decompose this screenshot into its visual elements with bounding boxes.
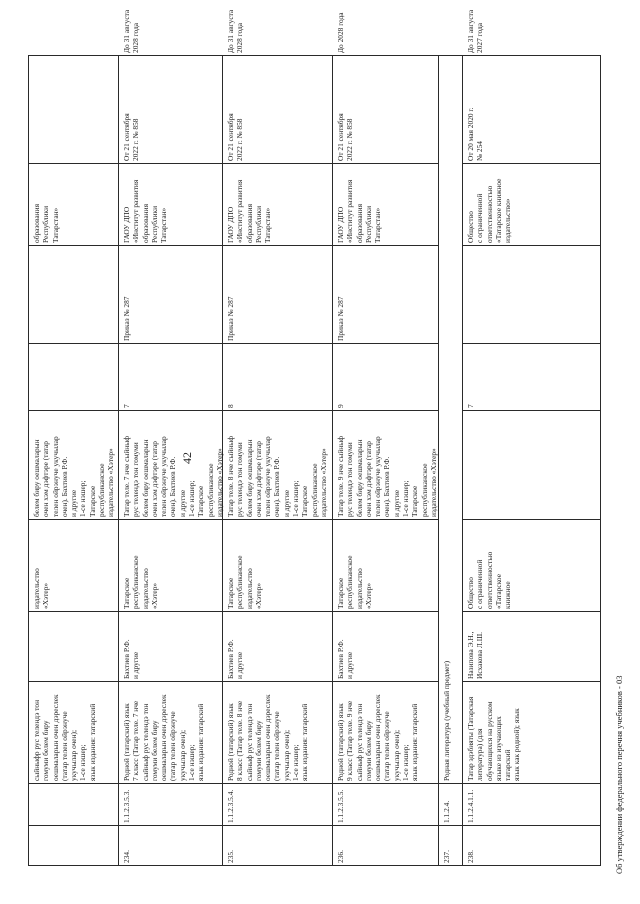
row-rule bbox=[28, 55, 29, 866]
cell-code: 1.1.2.4.1.1. bbox=[466, 789, 475, 823]
cell-title: Родной (татарский) язык 7 класс (Татар теле. 7 нче сыйныф рус телендэ тон гомуми белем биру оешмаларын очен дэреслек (татар телен ойрэнуче укучылар очен); 1-се нэшер; язык издания: татарский bbox=[122, 694, 206, 781]
cell-lang-title: белем биру оешмаларын очен хэм дэфтэре (татар телен ойрэнуче укучылар очен). Бахтиев Р.Ф. и другие 1-се нэшер; Татарское республиканское издательство «Хэтер» bbox=[32, 436, 116, 517]
cell-org: образования Республики Татарстан» bbox=[32, 204, 60, 243]
cell-num: 234. bbox=[122, 850, 131, 863]
cell-authors: Бахтиев Р.Ф. и другие bbox=[122, 639, 141, 679]
cell-title: Татар эдэбияты (Татарская литература) (для обучающихся на русском языке из изучающих татарский язык как родной); язык bbox=[466, 696, 522, 781]
cell-authors: Назипова Э.Н., Исхакова Л.Ш. bbox=[466, 631, 485, 679]
cell-code: 1.1.2.3.5.4. bbox=[226, 789, 235, 823]
cell-lang-title: Татар теле. 7 нче сыйныф рус телендэ тон гомуми белем биру оешмаларын очен хэм дэфтэре (татар телен ойрэнуче укучылар очен). Бахтиев Р.Ф. и другие 1-се нэшер; Татарское республиканское издательство «Хэтер» bbox=[122, 436, 224, 517]
cell-order: Приказ № 287 bbox=[122, 296, 131, 341]
cell-grade: 8 bbox=[226, 404, 235, 408]
cell-title: Родной (татарский) язык 8 класс (Татар теле. 8 нче сыйныф рус телендэ тон гомуми белем биру оешмаларын очен дэреслек (татар телен ойрэнуче укучылар очен); 1-се нэшер; язык издания: татарский bbox=[226, 694, 310, 781]
cell-term: До 31 августа 2028 года bbox=[122, 9, 141, 53]
cell-authors: Бахтиев Р.Ф. и другие bbox=[336, 639, 355, 679]
cell-code: 1.1.2.3.5.3. bbox=[122, 789, 131, 823]
cell-publisher: Татарское республиканское издательство «Хэтер» bbox=[336, 555, 373, 609]
cell-grade: 7 bbox=[122, 404, 131, 408]
row-rule bbox=[600, 55, 601, 866]
cell-code: 1.1.2.4. bbox=[442, 800, 451, 823]
cell-order: Приказ № 287 bbox=[336, 296, 345, 341]
row-rule bbox=[332, 55, 333, 866]
cell-publisher: издательство «Хэтер» bbox=[32, 568, 51, 609]
cell-term: До 31 августа 2028 года bbox=[226, 9, 245, 53]
cell-org: ГАОУ ДПО «Институт развития образования Республики Татарстан» bbox=[336, 179, 383, 243]
cell-grade: 9 bbox=[336, 404, 345, 408]
cell-title: Родной (татарский) язык 9 класс (Татар теле. 9 нче сыйныф рус телендэ тон гомуми белем биру оешмаларын очен дэреслек (татар телен ойрэнуче укучылар очен); 1-се нэшер; язык издания: татарский bbox=[336, 694, 420, 781]
cell-term: До 31 августа 2027 года bbox=[466, 9, 485, 53]
cell-org: ГАОУ ДПО «Институт развития образования Республики Татарстан» bbox=[226, 179, 273, 243]
cell-date: От 21 сентября 2022 г. № 858 bbox=[122, 113, 141, 161]
cell-lang-title: Татар теле. 8 нче сыйныф рус телендэ тон гомуми белем биру оешмаларын очен хэм дэфтэре (татар телен ойрэнуче укучылар очен). Бахтиев Р.Ф. и другие 1-се нэшер; Татарское республиканское издательство «Хэтер» bbox=[226, 436, 328, 517]
cell-publisher: Татарское республиканское издательство «Хэтер» bbox=[226, 555, 263, 609]
cell-date: От 20 мая 2020 г. № 254 bbox=[466, 107, 485, 161]
cell-title: сыйныфр рус телендэ тон гомуми белем биру оешмаларын очен дэреслек (татар телен ойрэнуче укучылар очен); 1-се нэшер; язык издания: татарский bbox=[32, 694, 97, 781]
cell-num: 237. bbox=[442, 850, 451, 863]
cell-org: Общество с ограниченной ответственностью «Татарское книжное издательство» bbox=[466, 178, 513, 243]
cell-date: От 21 сентября 2022 г. № 858 bbox=[226, 113, 245, 161]
cell-org: ГАОУ ДПО «Институт развития образования Республики Татарстан» bbox=[122, 179, 169, 243]
page-number: 42 bbox=[180, 452, 194, 464]
cell-publisher: Татарское республиканское издательство «Хэтер» bbox=[122, 555, 159, 609]
footer-note: Об утверждении федерального перечня учебников - 03 bbox=[614, 675, 624, 874]
cell-term: До 2028 года bbox=[336, 12, 345, 53]
cell-num: 235. bbox=[226, 850, 235, 863]
cell-date: От 21 сентября 2022 г. № 858 bbox=[336, 113, 355, 161]
row-rule bbox=[462, 55, 463, 866]
cell-authors: Бахтиев Р.Ф. и другие bbox=[226, 639, 245, 679]
cell-num: 236. bbox=[336, 850, 345, 863]
row-rule bbox=[118, 55, 119, 866]
cell-order: Приказ № 287 bbox=[226, 296, 235, 341]
cell-grade: 7 bbox=[466, 404, 475, 408]
cell-code: 1.1.2.3.5.5. bbox=[336, 789, 345, 823]
cell-num: 238. bbox=[466, 850, 475, 863]
cell-section: Родная литература (учебный предмет) bbox=[442, 660, 451, 781]
cell-publisher: Общество с ограниченной ответственностью «Татарское книжное bbox=[466, 551, 513, 609]
cell-lang-title: Татар теле. 9 нче сыйныф рус телендэ тон гомуми белем биру оешмаларын очен хэм дэфтэре (татар телен ойрэнуче укучылар очен). Бахтиев Р.Ф. и другие 1-се нэшер; Татарское республиканское издательство «Хэтер» bbox=[336, 436, 438, 517]
